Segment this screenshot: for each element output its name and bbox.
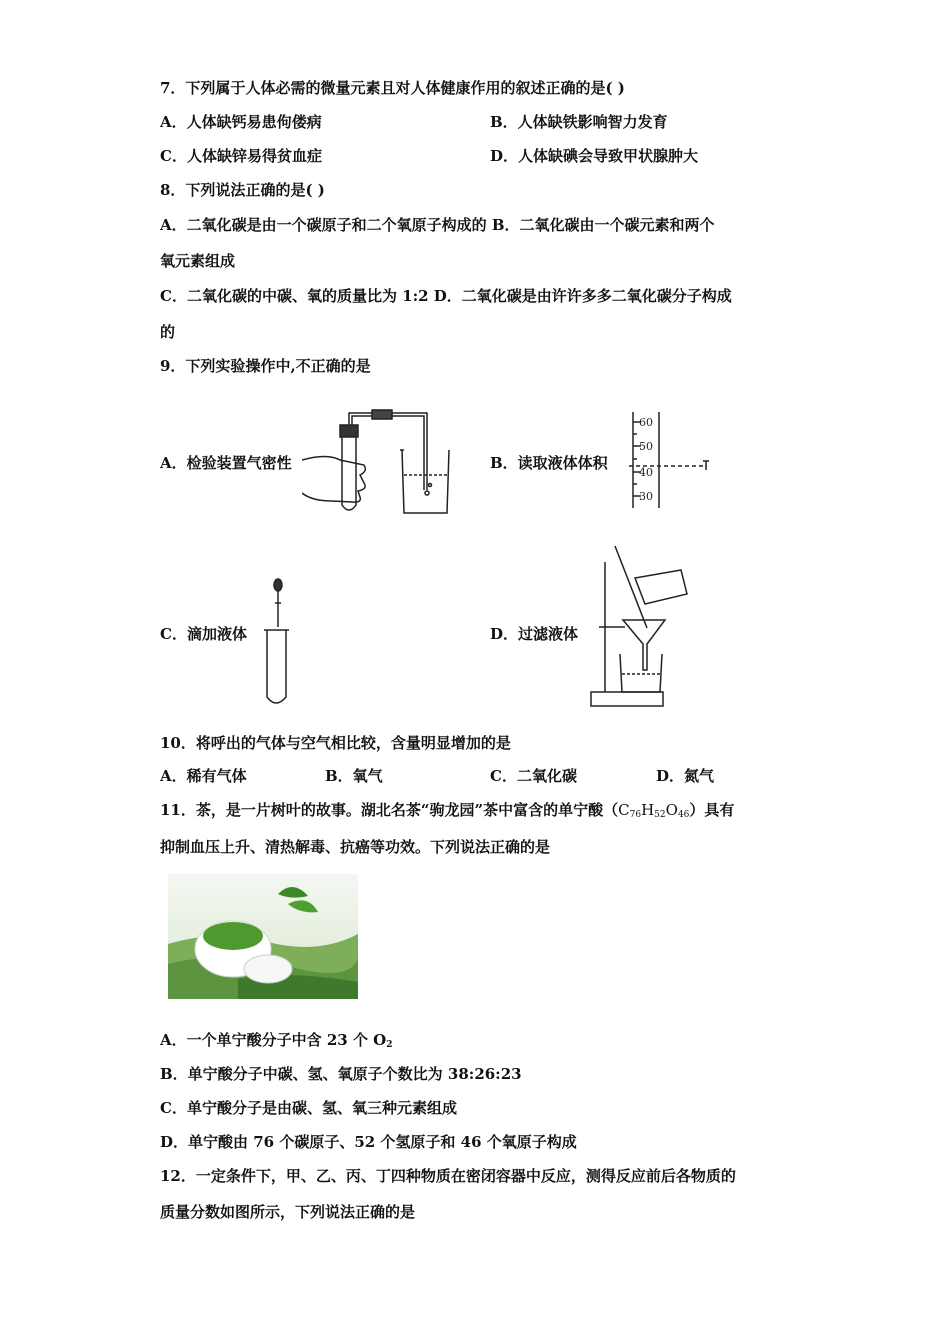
q11-option-a-text: A．一个单宁酸分子中含 23 个 O	[160, 1031, 387, 1049]
formula-element-o: O	[665, 801, 678, 819]
q10-option-a: A．稀有气体	[160, 767, 247, 785]
cylinder-tick-30: 30	[639, 490, 653, 503]
filtration-figure	[585, 542, 695, 717]
tea-photo	[168, 874, 358, 999]
formula-count-c: 76	[629, 810, 642, 820]
tannic-acid-formula	[618, 801, 689, 819]
q11-option-a-subscript: 2	[386, 1040, 393, 1050]
q7-option-c: C．人体缺锌易得贫血症	[160, 147, 322, 165]
q7-option-a: A．人体缺钙易患佝偻病	[160, 113, 322, 131]
q11-option-a	[160, 1030, 393, 1055]
q10-option-c: C．二氧化碳	[490, 767, 577, 785]
q7-option-b: B．人体缺铁影响智力发育	[490, 113, 668, 131]
q7-option-d: D．人体缺碘会导致甲状腺肿大	[490, 147, 699, 165]
q12-stem-line2: 质量分数如图所示，下列说法正确的是	[160, 1203, 416, 1221]
formula-element-c: C	[618, 801, 630, 819]
formula-count-o: 46	[677, 810, 690, 820]
q8-options-ab-line2: 氧元素组成	[160, 252, 236, 270]
q10-option-d: D．氮气	[656, 767, 715, 785]
formula-count-h: 52	[654, 810, 666, 820]
q11-option-b: B．单宁酸分子中碳、氢、氧原子个数比为 38:26:23	[160, 1065, 522, 1083]
airtightness-check-figure	[302, 405, 457, 520]
q11-stem-line1	[160, 800, 734, 825]
cylinder-tick-60: 60	[639, 416, 653, 429]
cylinder-tick-40: 40	[639, 466, 653, 479]
q8-options-cd-line2: 的	[160, 323, 176, 341]
q8-stem: 8．下列说法正确的是( )	[160, 181, 325, 199]
q9-option-b: B．读取液体体积	[490, 454, 608, 472]
q11-stem-line2: 抑制血压上升、清热解毒、抗癌等功效。下列说法正确的是	[160, 838, 551, 856]
q11-stem-text: 11．茶，是一片树叶的故事。湖北名茶“驹龙园”茶中富含的单宁酸（	[160, 801, 619, 819]
q11-option-d: D．单宁酸由 76 个碳原子、52 个氢原子和 46 个氧原子构成	[160, 1133, 577, 1151]
q9-option-c: C．滴加液体	[160, 625, 247, 643]
q10-stem: 10．将呼出的气体与空气相比较，含量明显增加的是	[160, 734, 511, 752]
q9-option-d: D．过滤液体	[490, 625, 579, 643]
q12-stem-line1: 12．一定条件下，甲、乙、丙、丁四种物质在密闭容器中反应，测得反应前后各物质的	[160, 1167, 736, 1185]
q8-options-cd-line1: C．二氧化碳的中碳、氧的质量比为 1:2 D．二氧化碳是由许许多多二氧化碳分子构成	[160, 287, 732, 305]
dropper-test-tube-figure	[262, 575, 302, 710]
cylinder-tick-50: 50	[639, 440, 653, 453]
q7-stem: 7．下列属于人体必需的微量元素且对人体健康作用的叙述正确的是( )	[160, 79, 625, 97]
q9-stem: 9．下列实验操作中,不正确的是	[160, 357, 371, 375]
q11-option-c: C．单宁酸分子是由碳、氢、氧三种元素组成	[160, 1099, 457, 1117]
graduated-cylinder-figure	[625, 410, 725, 510]
q10-option-b: B．氧气	[325, 767, 383, 785]
q9-option-a: A．检验装置气密性	[160, 454, 292, 472]
formula-element-h: H	[641, 801, 655, 819]
q8-options-ab-line1: A．二氧化碳是由一个碳原子和二个氧原子构成的 B．二氧化碳由一个碳元素和两个	[160, 216, 715, 234]
q11-stem-tail: ）具有	[689, 801, 735, 819]
